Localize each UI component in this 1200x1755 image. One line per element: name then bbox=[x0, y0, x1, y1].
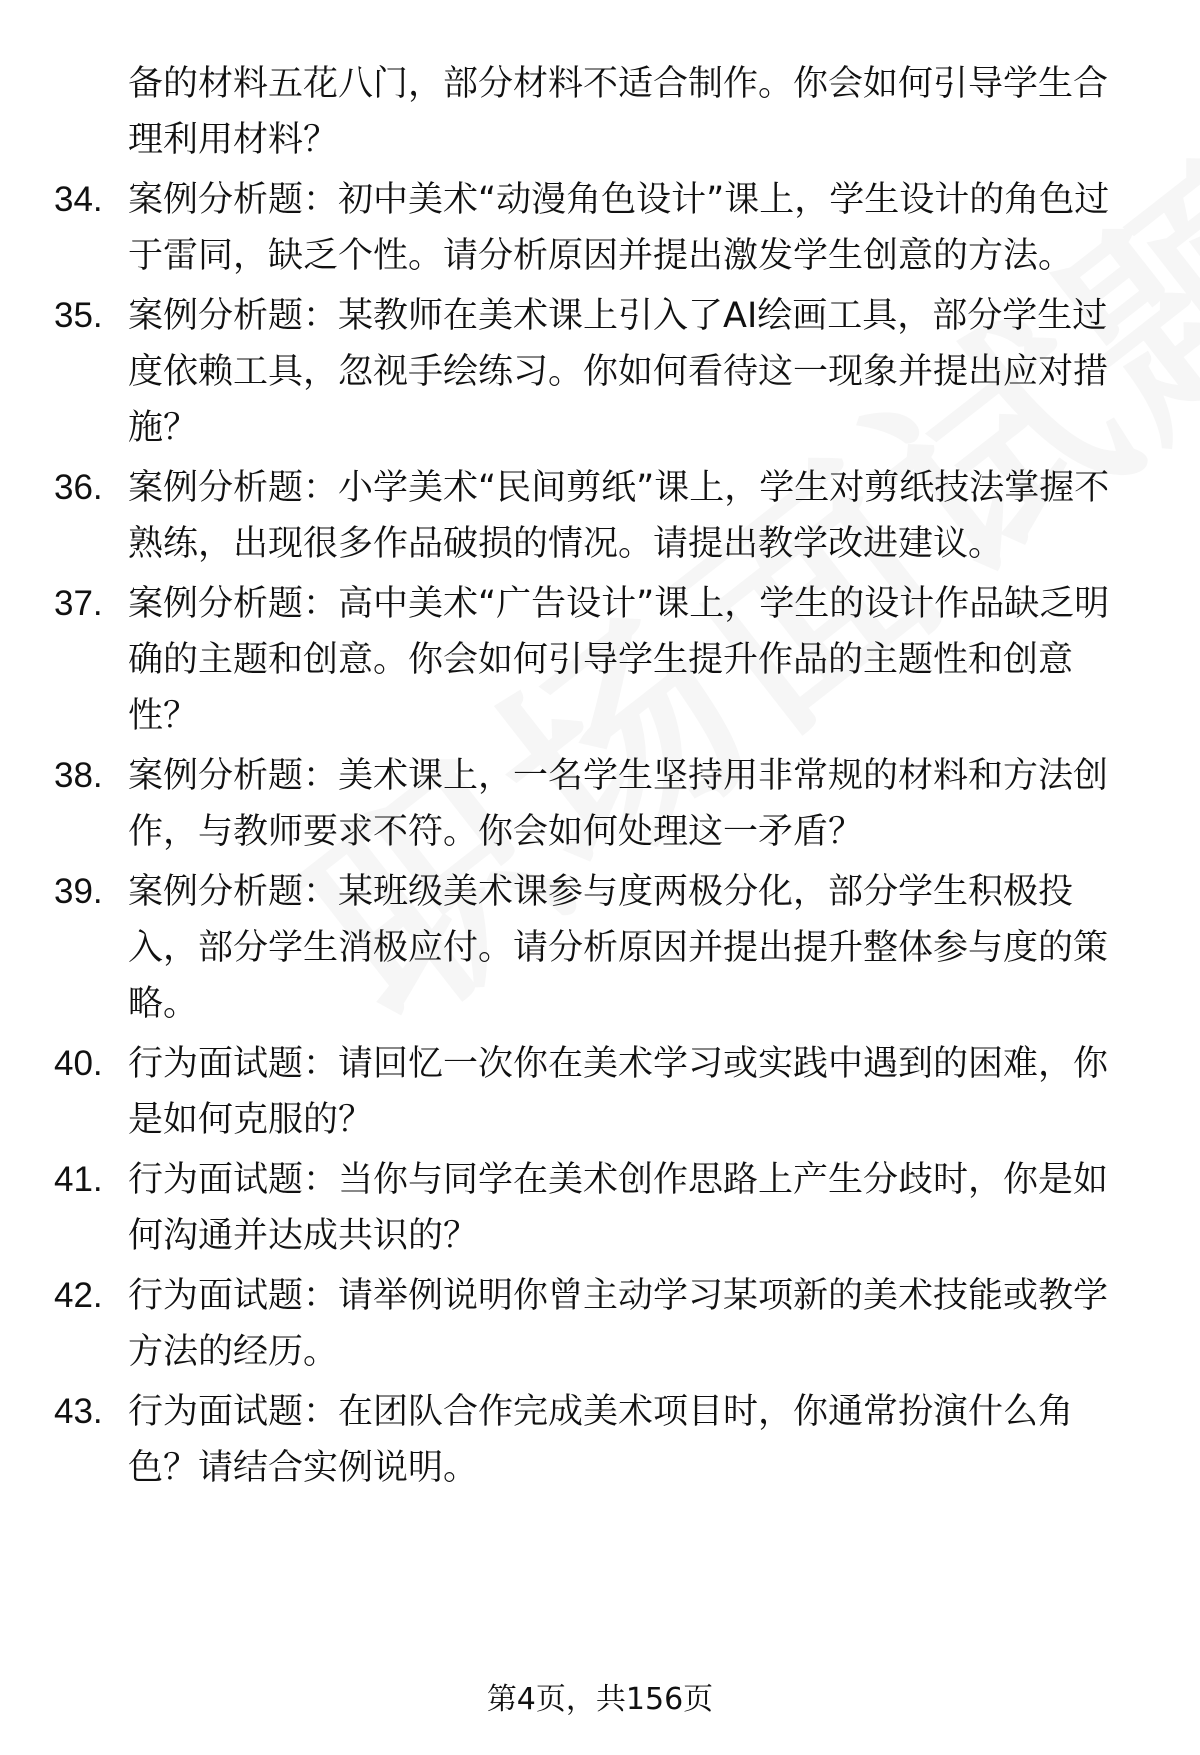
question-number: 40. bbox=[54, 1044, 103, 1083]
question-text: 案例分析题：初中美术“动漫角色设计”课上，学生设计的角色过于雷同，缺乏个性。请分析原因并提出激发学生创意的方法。 bbox=[128, 180, 1110, 276]
question-text: 案例分析题：小学美术“民间剪纸”课上，学生对剪纸技法掌握不熟练，出现很多作品破损的情况。请提出教学改进建议。 bbox=[128, 468, 1110, 564]
question-text: 案例分析题：高中美术“广告设计”课上，学生的设计作品缺乏明确的主题和创意。你会如何引导学生提升作品的主题性和创意性？ bbox=[128, 584, 1110, 736]
question-text: 案例分析题：某教师在美术课上引入了AI绘画工具，部分学生过度依赖工具，忽视手绘练习。你如何看待这一现象并提出应对措施？ bbox=[128, 296, 1109, 448]
question-number: 38. bbox=[54, 756, 103, 795]
question-text: 行为面试题：请举例说明你曾主动学习某项新的美术技能或教学方法的经历。 bbox=[128, 1276, 1109, 1372]
question-number: 39. bbox=[54, 872, 103, 911]
question-number: 37. bbox=[54, 584, 103, 623]
question-number: 35. bbox=[54, 296, 103, 335]
question-text: 案例分析题：某班级美术课参与度两极分化，部分学生积极投入，部分学生消极应付。请分析原因并提出提升整体参与度的策略。 bbox=[128, 872, 1109, 1024]
question-number: 34. bbox=[54, 180, 103, 219]
question-number: 36. bbox=[54, 468, 103, 507]
question-text: 行为面试题：在团队合作完成美术项目时，你通常扮演什么角色？请结合实例说明。 bbox=[128, 1392, 1074, 1488]
question-number: 43. bbox=[54, 1392, 103, 1431]
page-footer: 第4页，共156页 bbox=[486, 1682, 714, 1717]
question-text: 行为面试题：当你与同学在美术创作思路上产生分歧时，你是如何沟通并达成共识的？ bbox=[128, 1160, 1109, 1256]
question-text: 案例分析题：美术课上，一名学生坚持用非常规的材料和方法创作，与教师要求不符。你会如何处理这一矛盾？ bbox=[128, 756, 1109, 852]
question-number: 41. bbox=[54, 1160, 103, 1199]
question-number: 42. bbox=[54, 1276, 103, 1315]
question-text: 行为面试题：请回忆一次你在美术学习或实践中遇到的困难，你是如何克服的？ bbox=[128, 1044, 1109, 1140]
continued-question-text: 备的材料五花八门，部分材料不适合制作。你会如何引导学生合理利用材料？ bbox=[128, 64, 1109, 160]
